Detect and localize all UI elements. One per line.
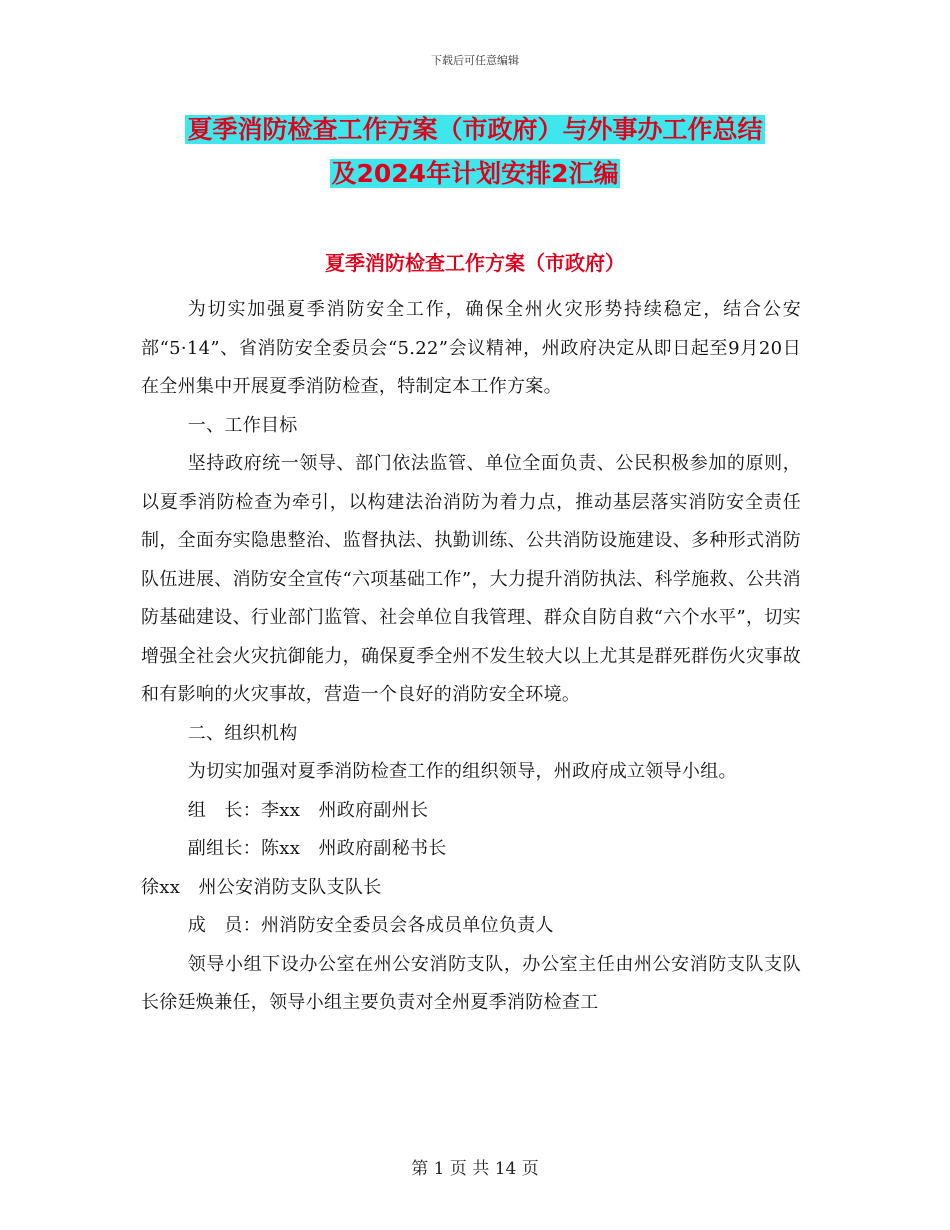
paragraph-goals: 坚持政府统一领导、部门依法监管、单位全面负责、公民积极参加的原则，以夏季消防检查为牵引，以构建法治消防为着力点，推动基层落实消防安全责任制，全面夯实隐患整治、监督执法、执勤训练、公共消防设施建设、多种形式消防队伍进展、消防安全宣传“六项基础工作”，大力提升消防执法、科学施救、公共消防基础建设、行业部门监管、社会单位自我管理、群众自防自救“六个水平”，切实增强全社会火灾抗御能力，确保夏季全州不发生较大以上尤其是群死群伤火灾事故和有影响的火灾事故，营造一个良好的消防安全环境。: [141, 453, 801, 705]
paragraph-intro: 为切实加强夏季消防安全工作，确保全州火灾形势持续稳定，结合公安部“5·14”、省消防安全委员会“5.22”会议精神，州政府决定从即日起至9月20日在全州集中开展夏季消防检查，特制定本工作方案。: [141, 299, 801, 397]
document-title-line-1: [0, 112, 950, 148]
document-body: [141, 291, 801, 1023]
header-note: 下载后可任意编辑: [431, 54, 519, 67]
heading-organization: 二、组织机构: [187, 722, 298, 744]
paragraph-organization: 为切实加强对夏季消防检查工作的组织领导，州政府成立领导小组。: [187, 761, 737, 782]
line-members: 成 员：州消防安全委员会各成员单位负责人: [187, 915, 554, 936]
paragraph-office: 领导小组下设办公室在州公安消防支队，办公室主任由州公安消防支队支队长徐廷焕兼任，领导小组主要负责对全州夏季消防检查工: [141, 953, 801, 1013]
document-title-line-2: [0, 156, 950, 192]
page-footer: 第 1 页 共 14 页: [411, 1159, 539, 1179]
title-highlight-1: 夏季消防检查工作方案（市政府）与外事办工作总结: [187, 115, 763, 144]
line-group-leader: 组 长：李xx 州政府副州长: [187, 799, 429, 821]
line-deputy-leader: 副组长：陈xx 州政府副秘书长: [187, 838, 447, 859]
line-deputy-leader-2: 徐xx 州公安消防支队支队长: [141, 876, 382, 898]
title-highlight-2: 及2024年计划安排2汇编: [331, 159, 619, 188]
section-title: 夏季消防检查工作方案（市政府）: [325, 251, 625, 275]
heading-work-goals: 一、工作目标: [187, 414, 298, 436]
